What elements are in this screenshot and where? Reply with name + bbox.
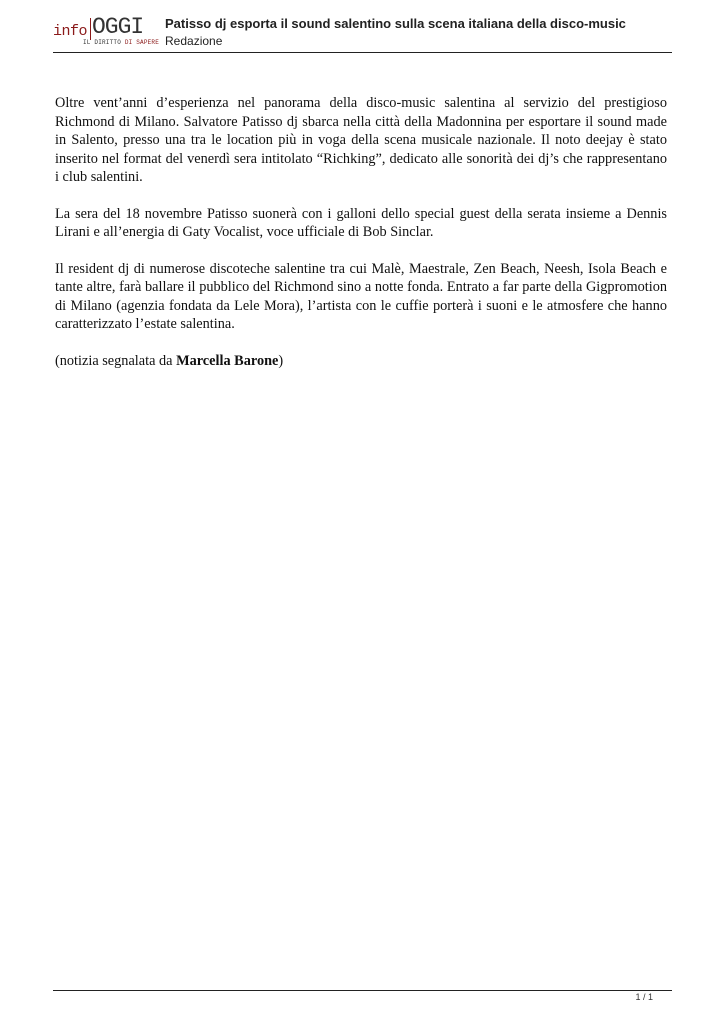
source-note-suffix: ) <box>278 352 284 369</box>
article-body <box>55 94 667 388</box>
logo-info-text: info <box>53 23 88 40</box>
infooggi-logo[interactable] <box>53 14 160 48</box>
article-paragraph: Oltre vent’anni d’esperienza nel panorama della disco-music salentina al servizio del prestigioso Richmond di Milano. Salvatore Patisso dj sbarca nella città della Madonnina per esportare il sound made in Salento, presso una tra le location più in voga della scena musicale nazionale. Il noto deejay è stato inserito nel format del venerdì sera intitolato “Richking”, dedicato alle sonorità dei dj’s che rappresentano i club salentini. <box>55 95 667 185</box>
logo-oggi-text: OGGI <box>92 14 144 40</box>
logo-tagline <box>83 39 159 46</box>
article-author: Redazione <box>165 34 223 48</box>
logo-tagline-b: DI SAPERE <box>124 39 160 46</box>
page-number: 1 / 1 <box>635 992 653 1002</box>
logo-divider <box>90 18 91 40</box>
article-paragraph: La sera del 18 novembre Patisso suonerà con i galloni dello special guest della serata insieme a Dennis Lirani e all’energia di Gaty Vocalist, voce ufficiale di Bob Sinclar. <box>55 205 667 240</box>
header-rule <box>53 52 672 53</box>
source-note <box>55 352 667 371</box>
page-header <box>53 12 672 52</box>
footer-rule <box>53 990 672 991</box>
source-note-prefix: (notizia segnalata da <box>55 352 177 369</box>
source-author: Marcella Barone <box>176 352 279 369</box>
article-title: Patisso dj esporta il sound salentino sulla scena italiana della disco-music <box>165 16 626 31</box>
article-paragraph: Il resident dj di numerose discoteche salentine tra cui Malè, Maestrale, Zen Beach, Neesh, Isola Beach e tante altre, farà ballare il pubblico del Richmond sino a notte fonda. Entrato a far parte della Gigpromotion di Milano (agenzia fondata da Lele Mora), l’artista con le cuffie porterà i suoni e le atmosfere che hanno caratterizzato l’estate salentina. <box>55 260 667 332</box>
logo-tagline-a: IL DIRITTO <box>83 39 125 46</box>
